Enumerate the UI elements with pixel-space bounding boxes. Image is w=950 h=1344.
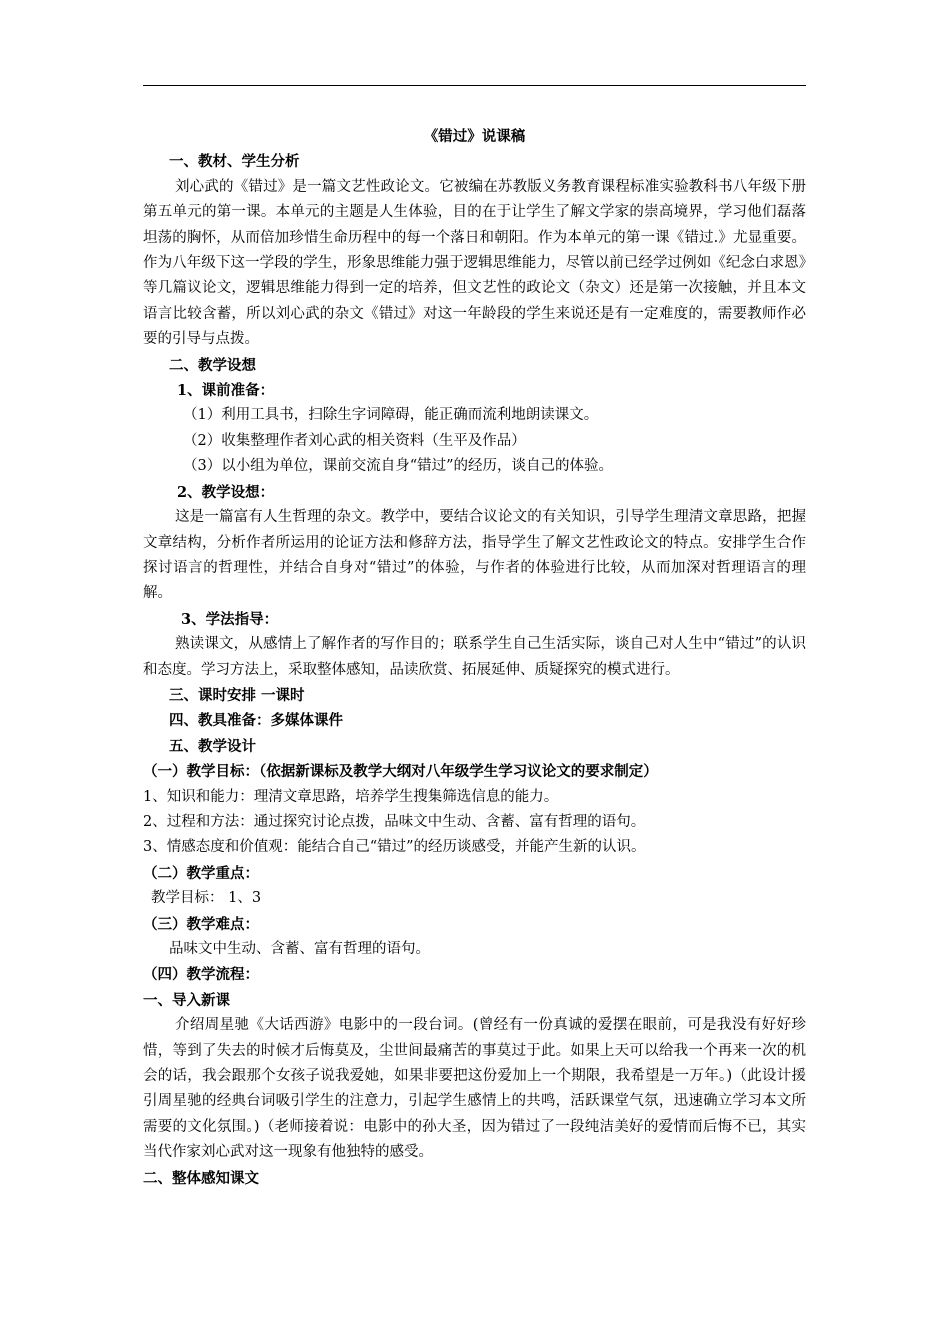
difficulties-text: 品味文中生动、含蓄、富有哲理的语句。 [169, 941, 430, 957]
paragraph-analysis: 刘心武的《错过》是一篇文艺性政论文。它被编在苏教版义务教育课程标准实验教科书八年级下册第五单元的第一课。本单元的主题是人生体验，目的在于让学生了解文学家的崇高境界，学习他们磊落坦荡的胸怀，从而倍加珍惜生命历程中的每一个落日和朝阳。作为本单元的第一课《错过.》尤显重要。作为八年级下这一学段的学生，形象思维能力强于逻辑思维能力，尽管以前已经学过例如《纪念白求恩》等几篇议论文，逻辑思维能力得到一定的培养，但文艺性的政论文（杂文）还是第一次接触，并且本文语言比较含蓄，所以刘心武的杂文《错过》对这一年龄段的学生来说还是有一定难度的，需要教师作必要的引导与点拨。 [143, 178, 806, 348]
subheading-flow: （四）教学流程： [143, 966, 259, 984]
subheading-goals: （一）教学目标：（依据新课标及教学大纲对八年级学生学习议论文的要求制定） [143, 763, 658, 781]
document-body [143, 124, 806, 1191]
section-heading-3: 三、课时安排 一课时 [169, 686, 305, 704]
header-rule [143, 85, 806, 86]
list-item: （1）利用工具书，扫除生字词障碍，能正确而流利地朗读课文。 [183, 407, 599, 424]
flow-heading-2: 二、整体感知课文 [143, 1169, 259, 1187]
subheading-key-points: （二）教学重点： [143, 864, 259, 882]
paragraph-method: 熟读课文，从感情上了解作者的写作目的；联系学生自己生活实际，谈自己对人生中“错过”的认识和态度。学习方法上，采取整体感知，品读欣赏、拓展延伸、质疑探究的模式进行。 [143, 636, 806, 678]
subheading-difficulties: （三）教学难点： [143, 915, 259, 933]
section-heading-1: 一、教材、学生分析 [169, 153, 300, 171]
list-item: 2、过程和方法：通过探究讨论点拨，品味文中生动、含蓄、富有哲理的语句。 [143, 813, 646, 830]
section-heading-4: 四、教具准备：多媒体课件 [169, 712, 343, 730]
section-heading-2: 二、教学设想 [169, 356, 256, 374]
subheading-method: 3、学法指导： [181, 610, 279, 628]
key-points-text: 教学目标： 1、3 [151, 890, 262, 907]
list-item: 3、情感态度和价值观：能结合自己“错过”的经历谈感受，并能产生新的认识。 [143, 839, 646, 856]
list-item: （3）以小组为单位，课前交流自身“错过”的经历，谈自己的体验。 [183, 458, 614, 475]
section-heading-5: 五、教学设计 [169, 737, 256, 755]
flow-heading-1: 一、导入新课 [143, 991, 230, 1009]
subheading-preparation: 1、课前准备： [177, 382, 275, 400]
paragraph-intro: 介绍周星驰《大话西游》电影中的一段台词。(曾经有一份真诚的爱摆在眼前，可是我没有好好珍惜，等到了失去的时候才后悔莫及，尘世间最痛苦的事莫过于此。如果上天可以给我一个再来一次的机会的话，我会跟那个女孩子说我爱她，如果非要把这份爱加上一个期限，我希望是一万年。)（此设计援引周星驰的经典台词吸引学生的注意力，引起学生感情上的共鸣，活跃课堂气氛，迅速确立学习本文所需要的文化氛围。)（老师接着说：电影中的孙大圣，因为错过了一段纯洁美好的爱情而后悔不已，其实当代作家刘心武对这一现象有他独特的感受。 [143, 1017, 806, 1161]
list-item: （2）收集整理作者刘心武的相关资料（生平及作品） [183, 432, 526, 449]
list-item: 1、知识和能力：理清文章思路，培养学生搜集筛选信息的能力。 [143, 788, 559, 805]
paragraph-design: 这是一篇富有人生哲理的杂文。教学中，要结合议论文的有关知识，引导学生理清文章思路，把握文章结构，分析作者所运用的论证方法和修辞方法，指导学生了解文艺性政论文的特点。安排学生合作探讨语言的哲理性，并结合自身对“错过”的体验，与作者的体验进行比较，从而加深对哲理语言的理解。 [143, 509, 806, 602]
document-title: 《错过》说课稿 [423, 128, 526, 145]
subheading-design: 2、教学设想： [177, 483, 275, 501]
